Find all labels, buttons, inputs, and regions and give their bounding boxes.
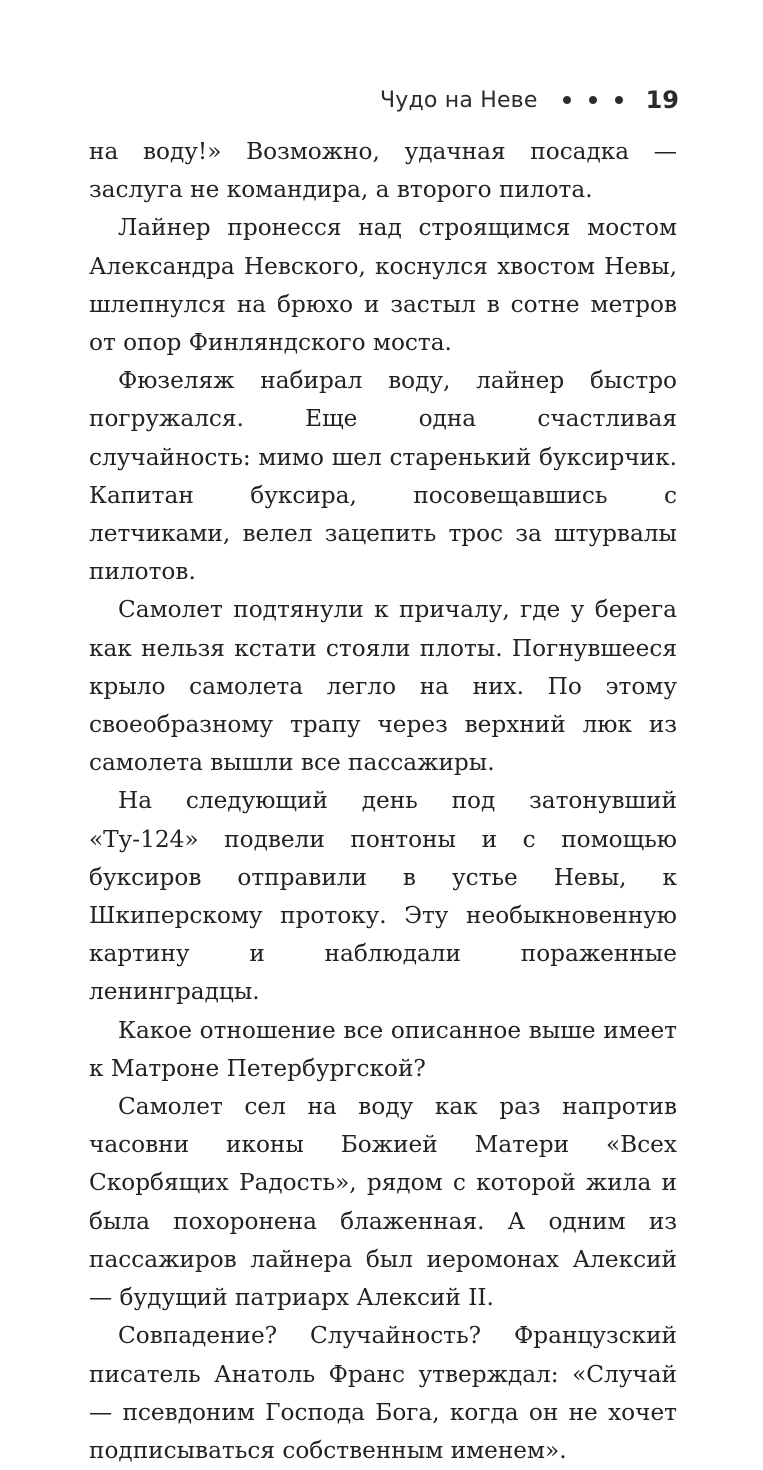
paragraph: Лайнер пронесся над строящимся мостом Александра Невского, коснулся хвостом Невы, шлепнулся на брюхо и застыл в сотне метров от опор Финляндского моста. (89, 214, 677, 357)
running-header (380, 86, 679, 114)
bullet-dot-icon (589, 96, 597, 104)
paragraph: Фюзеляж набирал воду, лайнер быстро погружался. Еще одна счастливая случайность: мимо шел старенький буксирчик. Капитан буксира, посовещавшись с летчиками, велел зацепить трос за штурвалы пилотов. (89, 367, 677, 586)
bullet-dot-icon (563, 96, 571, 104)
paragraph: Самолет сел на воду как раз напротив часовни иконы Божией Матери «Всех Скорбящих Радость», рядом с которой жила и была похоронена блаженная. А одним из пассажиров лайнера был иеромонах Алексий — будущий патриарх Алексий II. (89, 1093, 677, 1312)
running-title: Чудо на Неве (379, 87, 538, 113)
bullet-dot-icon (615, 96, 623, 104)
paragraph: Самолет подтянули к причалу, где у берега как нельзя кстати стояли плоты. Погнувшееся крыло самолета легло на них. По этому своеобразному трапу через верхний люк из самолета вышли все пассажиры. (89, 596, 677, 777)
paragraph: Совпадение? Случайность? Французский писатель Анатоль Франс утверждал: «Случай — псевдоним Господа Бога, когда он не хочет подписываться собственным именем». (89, 1322, 677, 1464)
paragraph: На следующий день под затонувший «Ту-124» подвели понтоны и с помощью буксиров отправили в устье Невы, к Шкиперскому протоку. Эту необыкновенную картину и наблюдали пораженные ленинградцы. (89, 787, 677, 1006)
page-number: 19 (645, 86, 679, 114)
paragraph: Какое отношение все описанное выше имеет к Матроне Петербургской? (89, 1016, 677, 1082)
body-text (89, 133, 677, 1470)
paragraph-continued: на воду!» Возможно, удачная посадка — заслуга не командира, а второго пилота. (89, 138, 677, 204)
header-dots-ornament (554, 96, 632, 104)
